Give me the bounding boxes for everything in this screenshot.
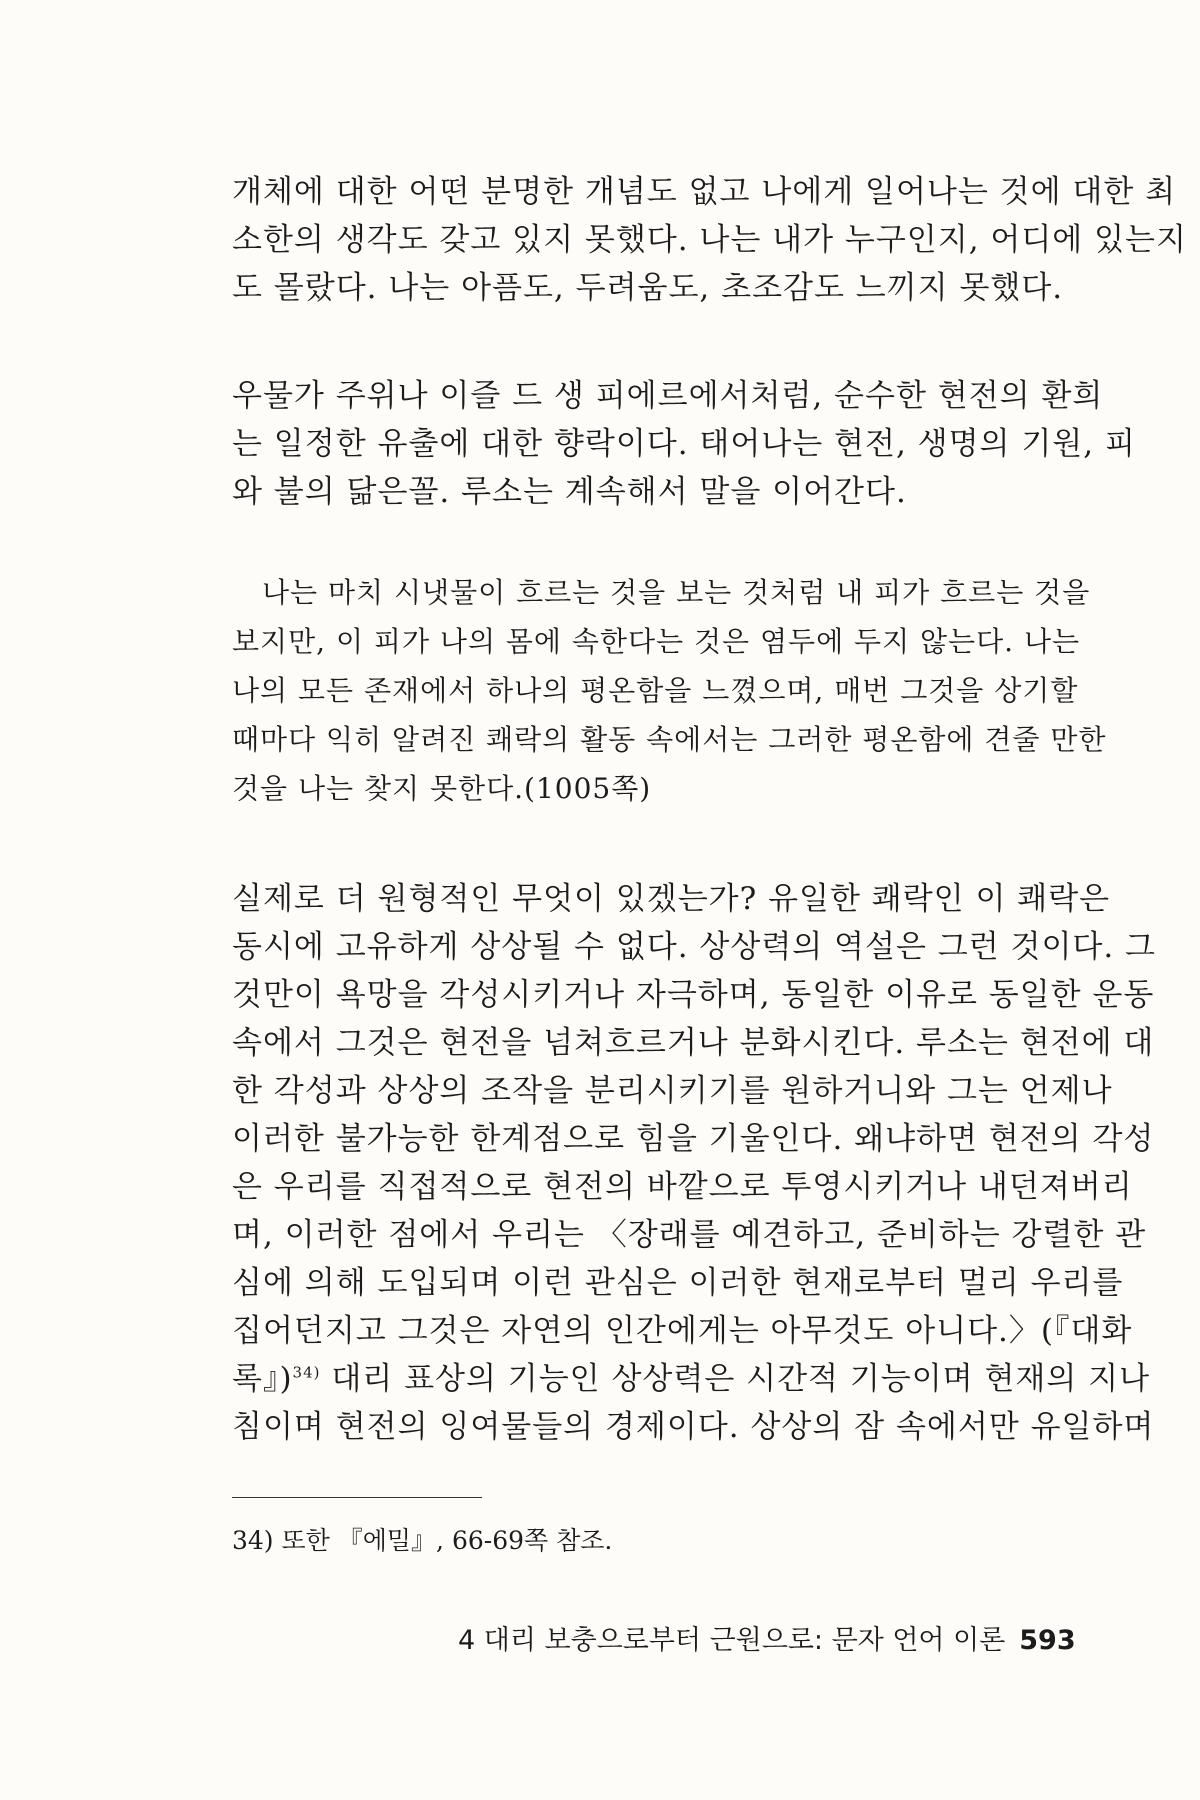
paragraph-1 xyxy=(232,168,1187,312)
quote-line: 것을 나는 찾지 못한다.(1005쪽) xyxy=(232,772,652,805)
text-line: 것만이 욕망을 각성시키거나 자극하며, 동일한 이유로 동일한 운동 xyxy=(232,977,1155,1013)
text-line: 동시에 고유하게 상상될 수 없다. 상상력의 역설은 그런 것이다. 그 xyxy=(232,929,1156,965)
text-line: 며, 이러한 점에서 우리는 〈장래를 예견하고, 준비하는 강렬한 관 xyxy=(232,1217,1147,1253)
text-fragment: 록』) xyxy=(232,1361,293,1397)
text-line: 개체에 대한 어떤 분명한 개념도 없고 나에게 일어나는 것에 대한 최 xyxy=(232,174,1177,210)
text-line: 는 일정한 유출에 대한 향락이다. 태어나는 현전, 생명의 기원, 피 xyxy=(232,426,1136,462)
chapter-title: 4 대리 보충으로부터 근원으로: 문자 언어 이론 xyxy=(458,1625,1006,1656)
block-quote xyxy=(232,568,1107,813)
text-line: 도 몰랐다. 나는 아픔도, 두려움도, 초조감도 느끼지 못했다. xyxy=(232,270,1064,306)
text-line: 와 불의 닮은꼴. 루소는 계속해서 말을 이어간다. xyxy=(232,474,907,510)
footnote-34: 34) 또한 『에밀』, 66-69쪽 참조. xyxy=(232,1526,613,1555)
text-line-with-footnote-ref xyxy=(232,1355,1151,1403)
quote-line: 나의 모든 존재에서 하나의 평온함을 느꼈으며, 매번 그것을 상기할 xyxy=(232,674,1079,707)
running-footer xyxy=(458,1623,1076,1659)
paragraph-3 xyxy=(232,875,1156,1451)
text-line: 한 각성과 상상의 조작을 분리시키기를 원하거니와 그는 언제나 xyxy=(232,1073,1113,1109)
paragraph-2 xyxy=(232,372,1136,516)
footnote-reference[interactable]: 34) xyxy=(292,1363,321,1382)
quote-line: 나는 마치 시냇물이 흐르는 것을 보는 것처럼 내 피가 흐르는 것을 xyxy=(262,576,1091,609)
quote-line: 보지만, 이 피가 나의 몸에 속한다는 것은 염두에 두지 않는다. 나는 xyxy=(232,625,1081,658)
text-line: 은 우리를 직접적으로 현전의 바깥으로 투영시키거나 내던져버리 xyxy=(232,1169,1133,1205)
text-line: 이러한 불가능한 한계점으로 힘을 기울인다. 왜냐하면 현전의 각성 xyxy=(232,1121,1155,1157)
text-line: 속에서 그것은 현전을 넘쳐흐르거나 분화시킨다. 루소는 현전에 대 xyxy=(232,1025,1155,1061)
footnote-divider xyxy=(232,1497,482,1498)
text-line: 실제로 더 원형적인 무엇이 있겠는가? 유일한 쾌락인 이 쾌락은 xyxy=(232,881,1111,917)
text-line: 집어던지고 그것은 자연의 인간에게는 아무것도 아니다.〉(『대화 xyxy=(232,1313,1133,1349)
page-number: 593 xyxy=(1019,1625,1076,1656)
text-line: 우물가 주위나 이즐 드 생 피에르에서처럼, 순수한 현전의 환희 xyxy=(232,378,1104,414)
text-fragment: 대리 표상의 기능인 상상력은 시간적 기능이며 현재의 지나 xyxy=(320,1361,1151,1397)
text-line: 심에 의해 도입되며 이런 관심은 이러한 현재로부터 멀리 우리를 xyxy=(232,1265,1124,1301)
text-line: 침이며 현전의 잉여물들의 경제이다. 상상의 잠 속에서만 유일하며 xyxy=(232,1409,1155,1445)
quote-line: 때마다 익히 알려진 쾌락의 활동 속에서는 그러한 평온함에 견줄 만한 xyxy=(232,723,1107,756)
text-line: 소한의 생각도 갖고 있지 못했다. 나는 내가 누구인지, 어디에 있는지 xyxy=(232,222,1187,258)
